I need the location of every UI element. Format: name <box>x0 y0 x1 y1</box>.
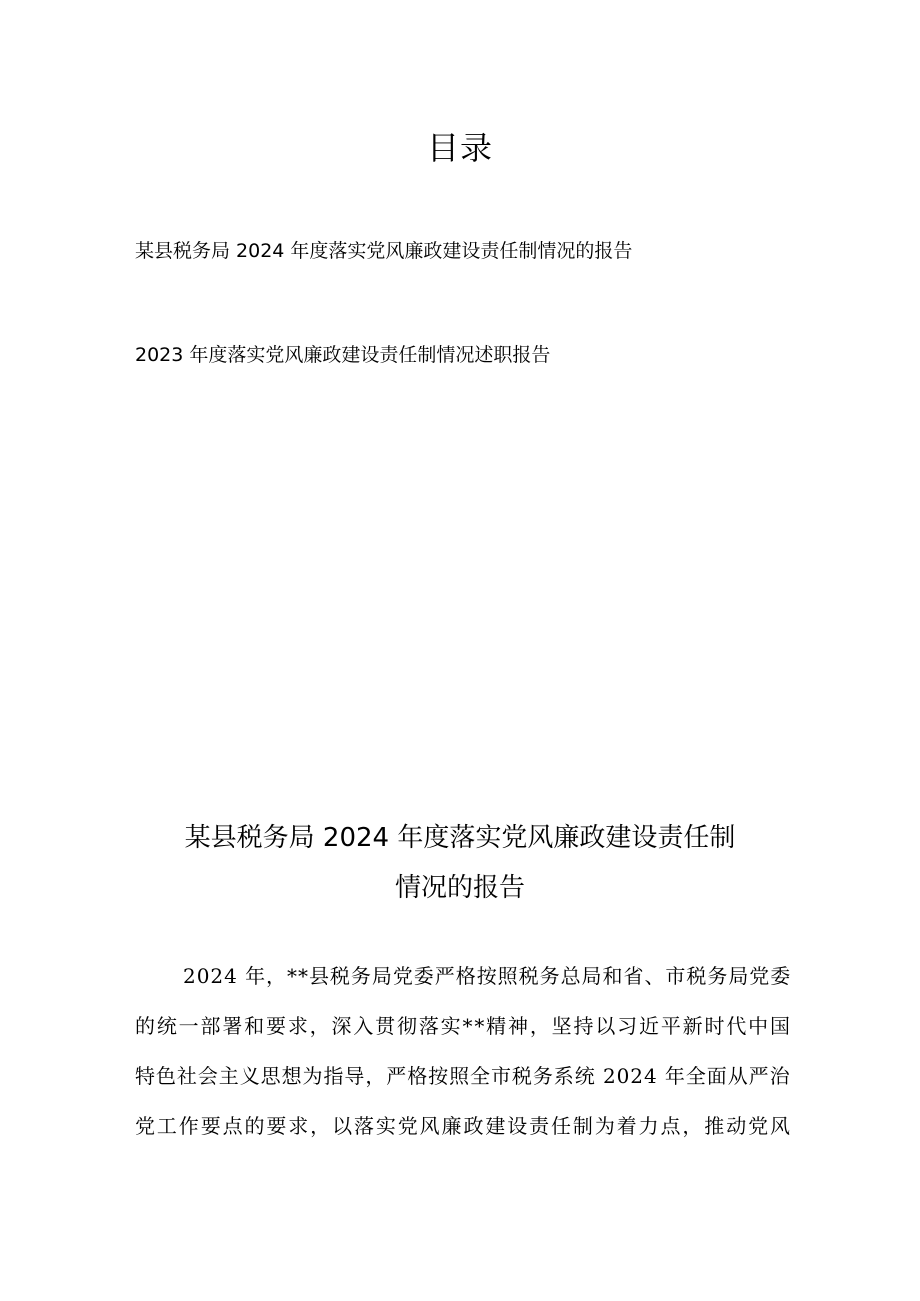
paragraph-line-1: 2024 年，**县税务局党委严格按照税务总局和省、市税务局党委 <box>183 964 792 988</box>
paragraph-line-2: 的统一部署和要求，深入贯彻落实**精神，坚持以习近平新时代中国 <box>135 1014 792 1038</box>
toc-title: 目录 <box>426 129 493 167</box>
report-title-line-2: 情况的报告 <box>394 873 525 903</box>
paragraph-line-4: 党工作要点的要求，以落实党风廉政建设责任制为着力点，推动党风 <box>135 1114 792 1138</box>
paragraph-line-3: 特色社会主义思想为指导，严格按照全市税务系统 2024 年全面从严治 <box>135 1064 791 1088</box>
report-title-line-1: 某县税务局 2024 年度落实党风廉政建设责任制 <box>184 823 736 853</box>
toc-entry-2[interactable]: 2023 年度落实党风廉政建设责任制情况述职报告 <box>135 344 551 366</box>
toc-entry-1[interactable]: 某县税务局 2024 年度落实党风廉政建设责任制情况的报告 <box>135 240 633 262</box>
